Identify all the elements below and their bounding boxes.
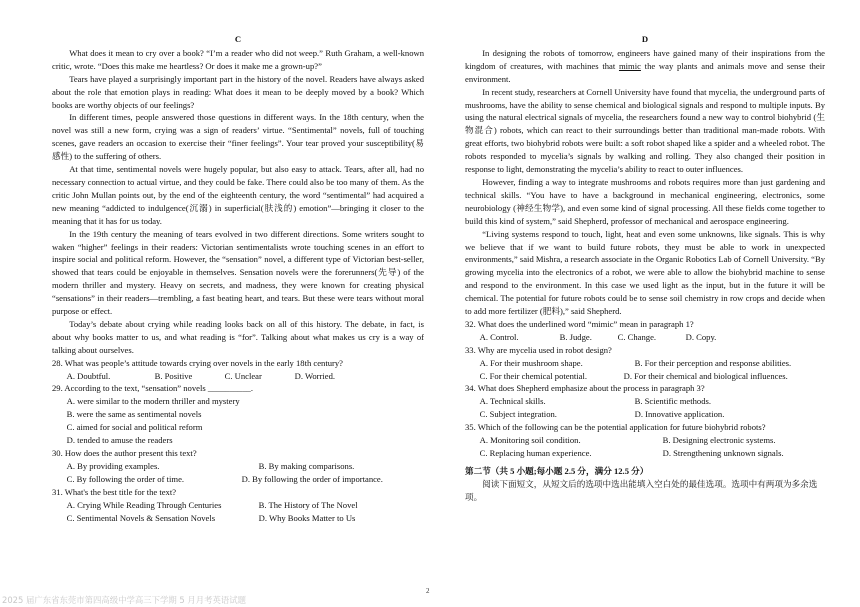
- question-stem: 31. What's the best title for the text?: [52, 486, 177, 497]
- question-options: [52, 499, 424, 512]
- option-b: B. Designing electronic systems.: [662, 435, 776, 446]
- option-b: B. Scientific methods.: [634, 396, 711, 407]
- option-c: C. By following the order of time.: [66, 473, 185, 484]
- option-b: B. were the same as sentimental novels: [66, 409, 202, 420]
- passage-d-paragraph: However, finding a way to integrate mushrooms and robots requires more than just gardening and technical skills. “You have to have a background in mechanical engineering, electronics, some neurobiology (神经生物学), and even some kind of signal processing. All these fields come together to build this kind of system,” said Shepherd, professor of mechanical and aerospace engineering.: [465, 176, 825, 226]
- option-b: B. Positive: [154, 370, 193, 381]
- question-options: [52, 460, 424, 473]
- footer-watermark: 2025 届广东省东莞市第四高级中学高三下学期 5 月月考英语试题: [2, 595, 247, 605]
- question-33: [465, 344, 825, 383]
- option-b: B. The History of The Novel: [258, 499, 358, 510]
- option-c: C. Subject integration.: [479, 409, 557, 420]
- option-c: C. Sentimental Novels & Sensation Novels: [66, 512, 216, 523]
- option-d: D. tended to amuse the readers: [66, 435, 173, 446]
- option-c: C. Change.: [617, 331, 657, 342]
- passage-d: [465, 33, 825, 504]
- paragraph-text: In designing the robots of tomorrow, engineers have gained many of their inspirations from the kingdom of creatures, with machines that: [465, 47, 825, 71]
- option-c: C. aimed for social and political reform: [66, 422, 203, 433]
- option-d: D. Strengthening unknown signals.: [662, 448, 784, 458]
- question-options: [465, 434, 825, 447]
- option-d: D. Worried.: [294, 370, 336, 381]
- option-a: A. Crying While Reading Through Centuries: [66, 499, 222, 510]
- question-options: [52, 512, 424, 525]
- page-number: 2: [426, 587, 430, 595]
- option-d: D. For their chemical and biological influences.: [623, 370, 788, 381]
- passage-c-paragraph: Today’s debate about crying while reading looks back on all of this history. The debate, in fact, is about why books matter to us, and what reading is “for”. Talking about what makes us cry is a way of talking about ourselves.: [52, 318, 424, 355]
- section-2-heading: 第二节（共 5 小题;每小题 2.5 分，满分 12.5 分）: [465, 465, 649, 476]
- question-29: [52, 382, 424, 447]
- passage-d-paragraph: “Living systems respond to touch, light, heat and even some unknowns, like signals. This is why we believe that if we want to build future robots, they must be able to work in unexpected environments,” said Mishra, a research associate in the Organic Robotics Lab of Cornell University. “By growing mycelia into the electronics of a robot, we were able to allow the biohybrid machine to sense and respond to the environment. In this case we used light as the input, but in the future it will be chemical. The potential for future robots could be to sense soil chemistry in row crops and decide when to add more fertilizer (肥料),” said Shepherd.: [465, 228, 825, 317]
- option-a: A. Technical skills.: [479, 396, 546, 407]
- passage-c-paragraph: At that time, sentimental novels were hugely popular, but also easy to attack. Tears, after all, had no necessary connection to actual virtue, and they could be fake. There could also be too many of them. As the critic John Mullan points out, by the end of the eighteenth century, the word “sentimental” had acquired a new meaning “addicted to indulgence(沉溺) in superficial(肤浅的) emotion”—bringing it closer to the meaning that it has for us today.: [52, 164, 424, 226]
- option-a: A. For their mushroom shape.: [479, 357, 583, 368]
- question-options: [465, 370, 825, 383]
- option-a: A. By providing examples.: [66, 460, 160, 471]
- option-a: A. Doubtful.: [66, 370, 111, 381]
- question-options: [52, 473, 424, 486]
- option-a: A. Monitoring soil condition.: [479, 435, 581, 446]
- question-options: [465, 408, 825, 421]
- option-b: B. For their perception and response abilities.: [634, 357, 792, 368]
- option-c: C. Replacing human experience.: [479, 448, 592, 458]
- underlined-word-mimic: mimic: [618, 60, 641, 71]
- question-options: [465, 357, 825, 370]
- question-stem: 33. Why are mycelia used in robot design?: [465, 344, 612, 355]
- question-31: [52, 486, 424, 525]
- option-d: D. By following the order of importance.: [241, 473, 383, 484]
- option-c: C. For their chemical potential.: [479, 370, 588, 381]
- passage-c-heading: C: [234, 34, 242, 44]
- question-stem: 32. What does the underlined word “mimic” mean in paragraph 1?: [465, 318, 694, 329]
- question-options: [465, 331, 825, 344]
- passage-d-paragraph: In recent study, researchers at Cornell University have found that mycelia, the underground parts of mushrooms, have the ability to sense chemical and biological signals and respond to multiple inputs. By using the natural electrical signals of mycelia, the researchers found a new way to control biohybrid (生物混合) robots, which can react to their surroundings better than traditional man-made robots. With great efforts, two biohybrid robots were built: a soft robot shaped like a spider and a wheeled robot. The robots responded to mycelia’s signals by walking and rolling. They also changed their position in response to light, demonstrating the mycelia’s ability to react to outer influences.: [465, 86, 825, 175]
- passage-c-paragraph: In different times, people answered those questions in different ways. In the 18th century, when the novel was still a new form, crying was a sign of readers’ virtue. “Sentimental” novels, full of touching scenes, gave readers an occasion to exercise their “finer feelings”. Your tear proved your susceptibility(易感性) to the suffering of others.: [52, 112, 424, 162]
- question-stem: 34. What does Shepherd emphasize about the process in paragraph 3?: [465, 383, 705, 394]
- paragraph-text: the way plants and animals move and sense their environment.: [465, 60, 825, 84]
- option-d: D. Copy.: [685, 331, 717, 342]
- passage-c-paragraph: What does it mean to cry over a book? “I’m a reader who did not weep.” Ruth Graham, a well-known critic, wrote. “Does this make me heartless? Or does it make me a grown-up?”: [52, 47, 424, 71]
- option-d: D. Why Books Matter to Us: [258, 512, 356, 523]
- question-options: [52, 370, 424, 383]
- passage-d-paragraph: [465, 47, 825, 86]
- question-stem: 35. Which of the following can be the potential application for future biohybrid robots?: [465, 422, 766, 433]
- section-2-instructions: 阅读下面短文，从短文后的选项中选出能填入空白处的最佳选项。选项中有两项为多余选项。: [465, 478, 818, 502]
- question-stem: 28. What was people’s attitude towards crying over novels in the early 18th century?: [52, 357, 343, 368]
- question-options: [465, 395, 825, 408]
- question-34: [465, 382, 825, 421]
- question-28: [52, 357, 424, 383]
- option-c: C. Unclear: [224, 370, 262, 381]
- question-35: [465, 421, 825, 460]
- question-options: [465, 447, 825, 460]
- passage-c: [52, 33, 424, 524]
- question-stem: 30. How does the author present this text?: [52, 448, 197, 458]
- passage-c-paragraph: Tears have played a surprisingly important part in the history of the novel. Readers have always asked about the role that emotion plays in reading: What does it mean to be deeply moved by a book? Which books are worthy objects of our feelings?: [52, 73, 424, 110]
- option-d: D. Innovative application.: [634, 409, 725, 420]
- question-stem: 29. According to the text, “sensation” novels __________.: [52, 383, 253, 394]
- question-32: [465, 318, 825, 344]
- option-b: B. By making comparisons.: [258, 460, 355, 471]
- option-a: A. were similar to the modern thriller and mystery: [66, 396, 240, 407]
- passage-d-heading: D: [641, 34, 649, 44]
- passage-c-paragraph: In the 19th century the meaning of tears evolved in two different directions. Some writers sought to waken “higher” feelings in their readers: Victorian sentimentalists wrote touching scenes in an effort to inspire social and political reform. However, the “sensation” novel, a different type of Victorian best-seller, showed that tears could be enjoyable in themselves. Sensation novels were the forerunners(先导) of the modern thriller and mystery. Heavy on secrets, and madness, they were known for creating physical “sensations” in their readers—trembling, a fast beating heart, and tears. But these were tears without moral purpose or effect.: [52, 228, 424, 317]
- option-a: A. Control.: [479, 331, 519, 342]
- question-30: [52, 447, 424, 486]
- option-b: B. Judge.: [559, 331, 592, 342]
